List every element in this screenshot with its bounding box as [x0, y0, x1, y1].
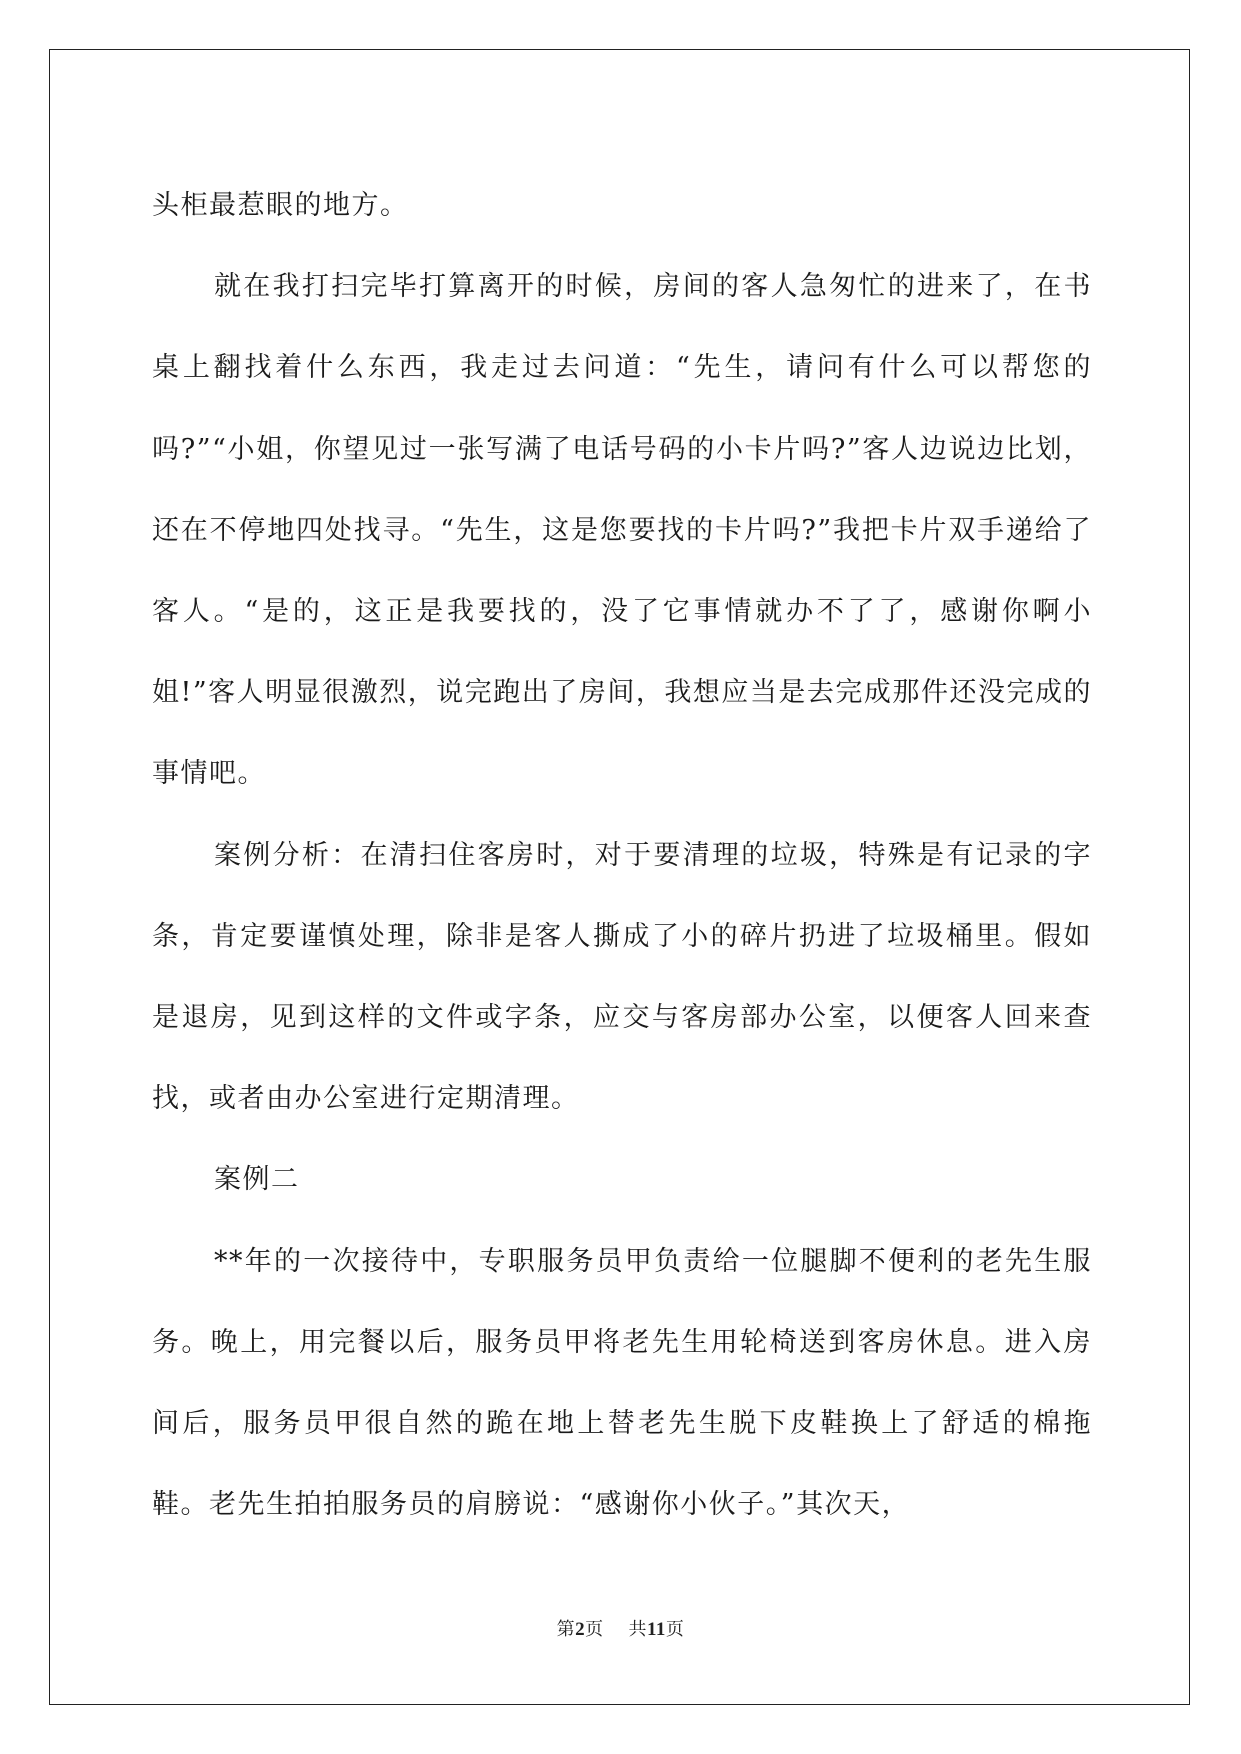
document-body: [152, 165, 1092, 1545]
total-suffix: 页: [665, 1619, 685, 1640]
section-heading: 案例二: [214, 1164, 300, 1196]
page-footer: [0, 1615, 1241, 1641]
paragraph: 就在我打扫完毕打算离开的时候，房间的客人急匆忙的进来了，在书桌上翻找着什么东西，我走过去问道：“先生，请问有什么可以帮您的吗?”“小姐，你望见过一张写满了电话号码的小卡片吗?”客人边说边比划，还在不停地四处找寻。“先生，这是您要找的卡片吗?”我把卡片双手递给了客人。“是的，这正是我要找的，没了它事情就办不了了，感谢你啊小姐!”客人明显很激烈，说完跑出了房间，我想应当是去完成那件还没完成的事情吧。: [152, 271, 1092, 790]
page-suffix: 页: [585, 1619, 604, 1640]
page-prefix: 第: [556, 1619, 576, 1640]
total-prefix: 共: [628, 1619, 647, 1640]
page-current: 2: [575, 1619, 586, 1640]
paragraph: 头柜最惹眼的地方。: [152, 190, 409, 221]
paragraph: **年的一次接待中，专职服务员甲负责给一位腿脚不便利的老先生服务。晚上，用完餐以后，服务员甲将老先生用轮椅送到客房休息。进入房间后，服务员甲很自然的跪在地上替老先生脱下皮鞋换上了舒适的棉拖鞋。老先生拍拍服务员的肩膀说：“感谢你小伙子。”其次天，: [152, 1245, 1092, 1521]
page-total: 11: [646, 1619, 666, 1640]
paragraph: 案例分析：在清扫住客房时，对于要清理的垃圾，特殊是有记录的字条，肯定要谨慎处理，除非是客人撕成了小的碎片扔进了垃圾桶里。假如是退房，见到这样的文件或字条，应交与客房部办公室，以便客人回来查找，或者由办公室进行定期清理。: [152, 839, 1092, 1115]
